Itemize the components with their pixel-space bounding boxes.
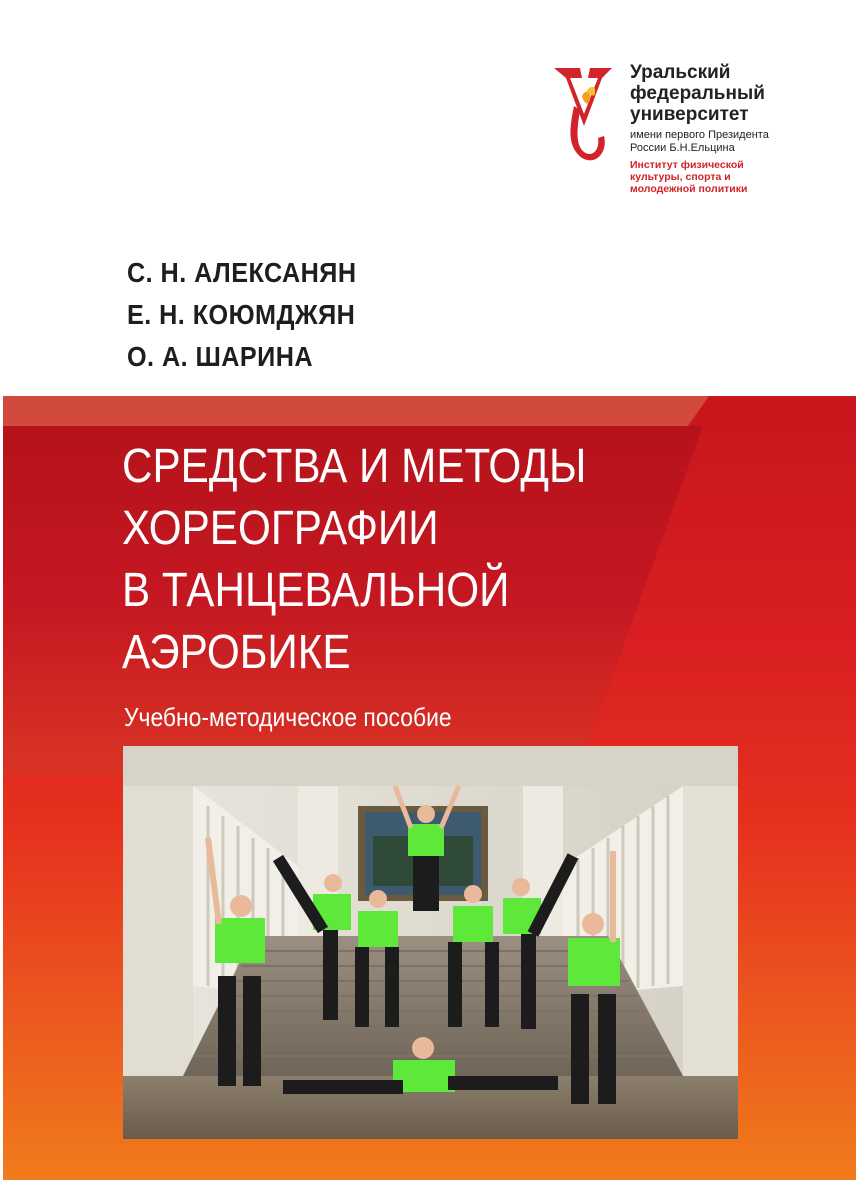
university-name bbox=[630, 62, 830, 195]
author-name: С. Н. АЛЕКСАНЯН bbox=[127, 257, 357, 288]
cover-photo-dancers bbox=[123, 746, 738, 1139]
book-subtitle: Учебно-методическое пособие bbox=[124, 702, 452, 732]
authors-list bbox=[127, 252, 382, 378]
institute-name: Институт физической bbox=[630, 159, 744, 171]
university-dedication: имени первого Президента bbox=[630, 129, 769, 141]
cover-accent-band bbox=[3, 396, 709, 426]
institute-name: молодежной политики bbox=[630, 183, 748, 195]
institute-name: культуры, спорта и bbox=[630, 171, 731, 183]
author-name: Е. Н. КОЮМДЖЯН bbox=[127, 299, 356, 330]
author-name: О. А. ШАРИНА bbox=[127, 341, 314, 372]
title-line: СРЕДСТВА И МЕТОДЫ bbox=[122, 440, 587, 493]
university-name-line: Уральский bbox=[630, 62, 731, 83]
title-line: АЭРОБИКЕ bbox=[122, 626, 351, 679]
university-dedication: России Б.Н.Ельцина bbox=[630, 142, 735, 154]
university-name-line: университет bbox=[630, 104, 749, 125]
university-name-line: федеральный bbox=[630, 83, 765, 104]
university-logo-icon bbox=[552, 66, 614, 166]
book-title bbox=[122, 436, 682, 684]
title-line: ХОРЕОГРАФИИ bbox=[122, 502, 439, 555]
title-line: В ТАНЦЕВАЛЬНОЙ bbox=[122, 564, 510, 617]
